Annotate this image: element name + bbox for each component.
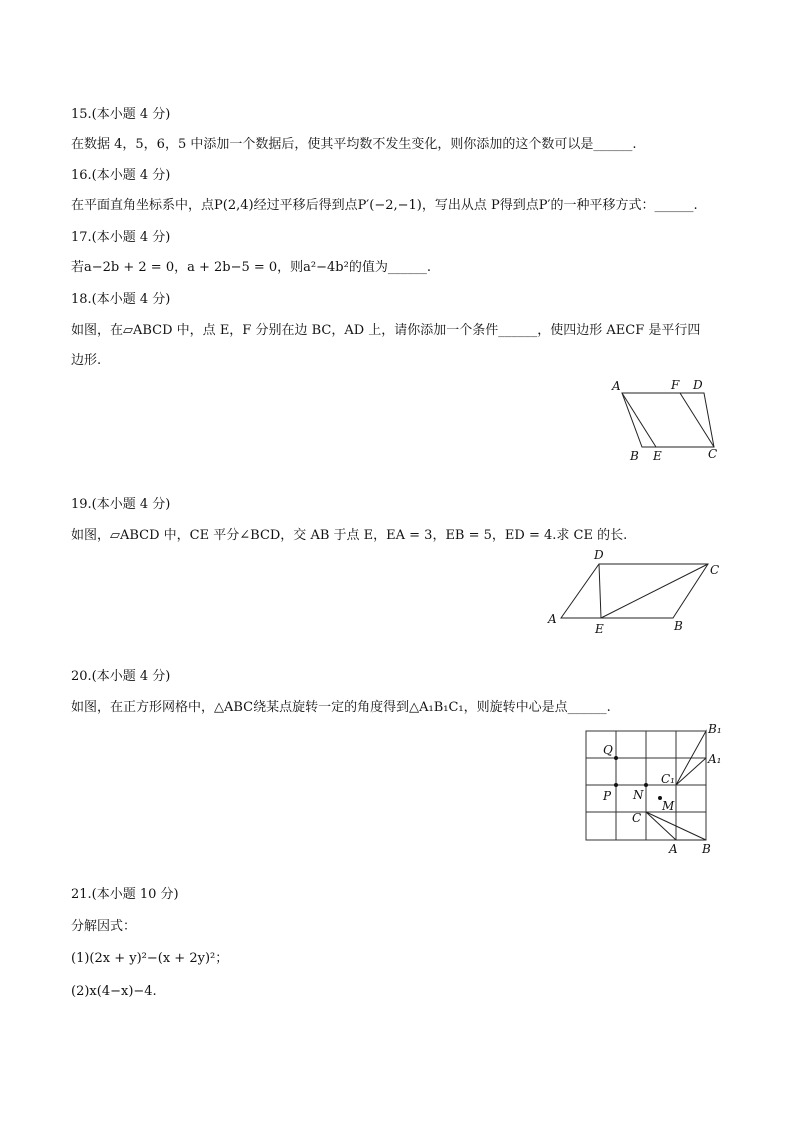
label-b: B xyxy=(674,619,683,633)
question-21-text-line1: 分解因式： xyxy=(71,919,137,934)
parallelogram-figure-18 xyxy=(608,376,728,464)
parallelogram-abcd xyxy=(561,564,708,618)
question-16-header: 16.(本小题 4 分) xyxy=(71,168,171,183)
question-15-header: 15.(本小题 4 分) xyxy=(71,107,171,122)
label-n: N xyxy=(633,788,644,802)
label-c: C xyxy=(708,447,718,461)
question-18-text-line2: 边形. xyxy=(71,353,102,368)
point-n xyxy=(644,783,648,787)
parallelogram-figure-19 xyxy=(545,548,725,636)
label-b: B xyxy=(702,842,711,856)
label-q: Q xyxy=(603,743,613,757)
segment-de xyxy=(599,564,601,618)
point-q xyxy=(614,756,618,760)
segment-ce xyxy=(601,564,708,618)
label-c1: C₁ xyxy=(661,772,675,786)
question-16-text: 在平面直角坐标系中，点P(2,4)经过平移后得到点P′(−2,−1)，写出从点 P得到点P′的一种平移方式：______. xyxy=(71,198,698,213)
parallelogram-abcd xyxy=(622,393,714,447)
question-20-text: 如图，在正方形网格中，△ABC绕某点旋转一定的角度得到△A₁B₁C₁，则旋转中心是点______. xyxy=(71,700,611,715)
question-17-text: 若a−2b + 2 = 0，a + 2b−5 = 0，则a²−4b²的值为______. xyxy=(71,260,431,275)
label-e: E xyxy=(653,449,662,463)
question-18-text-line1: 如图，在▱ABCD 中，点 E，F 分别在边 BC，AD 上，请你添加一个条件______，使四边形 AECF 是平行四 xyxy=(71,323,701,338)
label-e: E xyxy=(595,622,604,636)
label-a1: A₁ xyxy=(708,752,722,766)
question-21-part2: (2)x(4−x)−4. xyxy=(71,984,157,999)
label-f: F xyxy=(671,378,680,392)
label-m: M xyxy=(662,799,675,813)
question-20-header: 20.(本小题 4 分) xyxy=(71,669,171,684)
question-15-text: 在数据 4，5，6，5 中添加一个数据后，使其平均数不发生变化，则你添加的这个数可以是______. xyxy=(71,137,637,152)
question-19-header: 19.(本小题 4 分) xyxy=(71,497,171,512)
question-17-header: 17.(本小题 4 分) xyxy=(71,230,171,245)
question-18-header: 18.(本小题 4 分) xyxy=(71,292,171,307)
label-b: B xyxy=(630,449,639,463)
label-a: A xyxy=(669,842,678,856)
grid-figure-20 xyxy=(578,720,728,858)
label-c: C xyxy=(632,811,642,825)
question-21-header: 21.(本小题 10 分) xyxy=(71,887,179,902)
label-d: D xyxy=(693,378,703,392)
label-c: C xyxy=(710,563,720,577)
label-a: A xyxy=(548,612,557,626)
label-p: P xyxy=(603,789,612,803)
question-19-text: 如图，▱ABCD 中，CE 平分∠BCD，交 AB 于点 E，EA = 3，EB = 5，ED = 4.求 CE 的长. xyxy=(71,528,628,543)
point-p xyxy=(614,783,618,787)
question-21-part1: (1)(2x + y)²−(x + 2y)²； xyxy=(71,951,229,966)
label-d: D xyxy=(594,548,604,562)
label-a: A xyxy=(612,379,621,393)
label-b1: B₁ xyxy=(708,722,722,736)
